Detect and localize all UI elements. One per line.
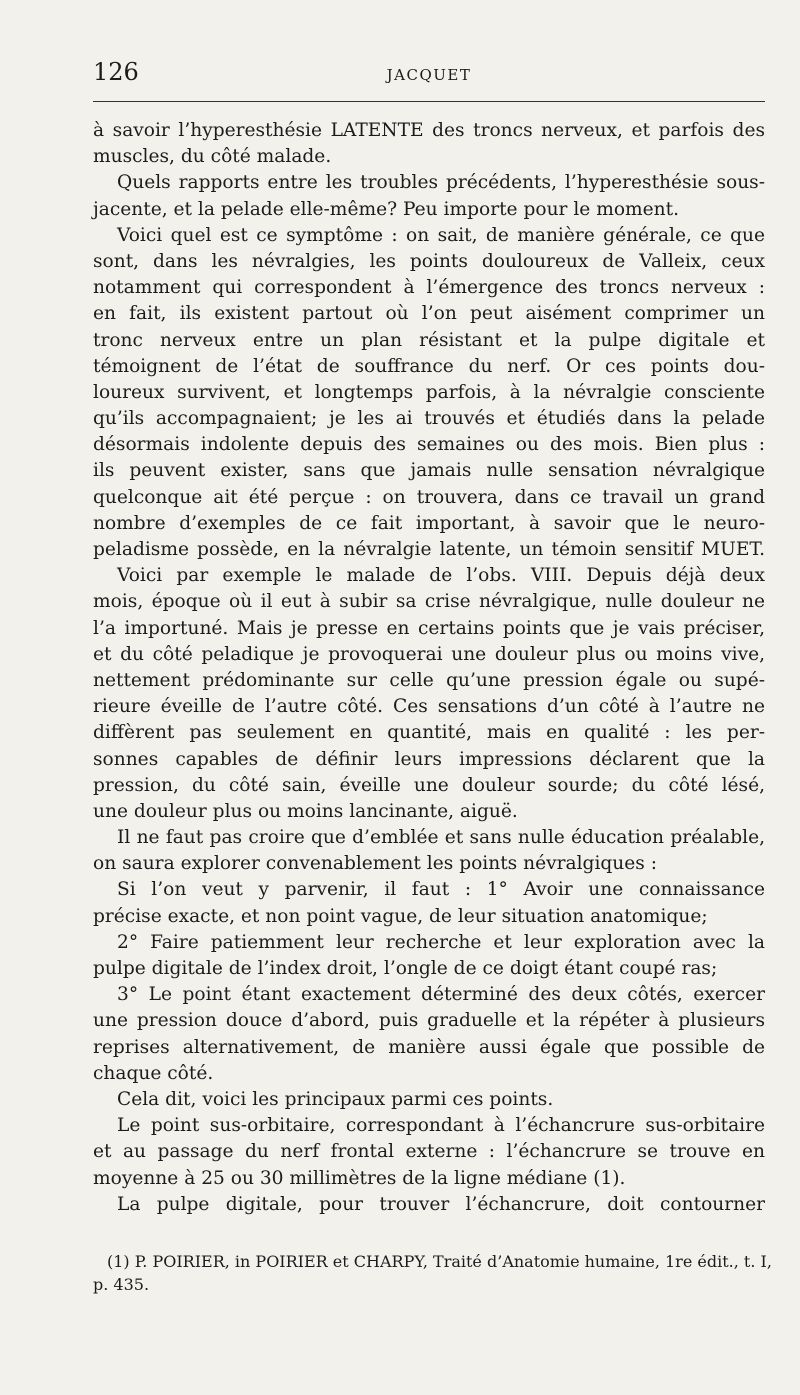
text-line: pression, du côté sain, éveille une douleur sourde; du côté lésé,	[93, 774, 765, 796]
text-line: en fait, ils existent partout où l’on peut aisément comprimer un	[93, 303, 765, 325]
text-line: sont, dans les névralgies, les points douloureux de Valleix, ceux	[93, 250, 765, 272]
text-line: peladisme possède, en la névralgie latente, un témoin sensitif MUET.	[93, 539, 765, 560]
text-line: nettement prédominante sur celle qu’une pression égale ou supé-	[93, 669, 765, 691]
footnotes	[93, 1250, 772, 1296]
text-line: on saura explorer convenablement les points névralgiques :	[93, 853, 657, 875]
text-line: loureux survivent, et longtemps parfois, à la névralgie consciente	[93, 381, 765, 403]
text-line: Voici par exemple le malade de l’obs. VIII. Depuis déjà deux	[117, 565, 765, 587]
text-line: Voici quel est ce symptôme : on sait, de manière générale, ce que	[117, 224, 765, 246]
footnote-line: p. 435.	[93, 1275, 150, 1294]
text-line: Il ne faut pas croire que d’emblée et sans nulle éducation préalable,	[117, 827, 765, 849]
text-line: à savoir l’hyperesthésie LATENTE des troncs nerveux, et parfois des	[93, 120, 765, 141]
page-number: 126	[93, 58, 139, 86]
text-line: Si l’on veut y parvenir, il faut : 1° Avoir une connaissance	[117, 879, 765, 901]
body-text	[93, 118, 765, 1218]
text-line: tronc nerveux entre un plan résistant et la pulpe digitale et	[93, 329, 765, 351]
text-line: notamment qui correspondent à l’émergence des troncs nerveux :	[93, 277, 765, 299]
running-head: JACQUET	[386, 66, 472, 84]
text-line: muscles, du côté malade.	[93, 146, 332, 168]
text-line: l’a importuné. Mais je presse en certains points que je vais préciser,	[93, 617, 765, 639]
text-line: jacente, et la pelade elle-même? Peu importe pour le moment.	[93, 198, 680, 220]
text-line: une douleur plus ou moins lancinante, aiguë.	[93, 800, 518, 822]
text-line: sonnes capables de définir leurs impressions déclarent que la	[93, 748, 765, 770]
text-line: une pression douce d’abord, puis graduelle et la répéter à plusieurs	[93, 1010, 765, 1032]
text-line: et au passage du nerf frontal externe : l’échancrure se trouve en	[93, 1141, 765, 1163]
text-line: mois, époque où il eut à subir sa crise névralgique, nulle douleur ne	[93, 591, 765, 613]
footnote-line: (1) P. POIRIER, in POIRIER et CHARPY, Traité d’Anatomie humaine, 1re édit., t. I,	[107, 1252, 772, 1271]
text-line: Cela dit, voici les principaux parmi ces points.	[117, 1088, 554, 1110]
text-line: qu’ils accompagnaient; je les ai trouvés et étudiés dans la pelade	[93, 408, 765, 430]
text-line: quelconque ait été perçue : on trouvera, dans ce travail un grand	[93, 486, 765, 508]
text-line: précise exacte, et non point vague, de leur situation anatomique;	[93, 905, 708, 927]
text-line: La pulpe digitale, pour trouver l’échancrure, doit contourner	[117, 1193, 765, 1215]
text-line: 3° Le point étant exactement déterminé des deux côtés, exercer	[117, 984, 765, 1006]
header-rule	[93, 101, 765, 102]
text-line: ils peuvent exister, sans que jamais nulle sensation névralgique	[93, 460, 765, 482]
text-line: moyenne à 25 ou 30 millimètres de la ligne médiane (1).	[93, 1167, 626, 1189]
text-line: chaque côté.	[93, 1062, 214, 1084]
text-line: désormais indolente depuis des semaines ou des mois. Bien plus :	[93, 434, 765, 456]
text-line: 2° Faire patiemment leur recherche et leur exploration avec la	[117, 931, 765, 953]
text-line: pulpe digitale de l’index droit, l’ongle de ce doigt étant coupé ras;	[93, 958, 718, 979]
text-line: Le point sus-orbitaire, correspondant à l’échancrure sus-orbitaire	[117, 1115, 765, 1137]
text-line: nombre d’exemples de ce fait important, à savoir que le neuro-	[93, 512, 765, 534]
page-header	[93, 58, 765, 98]
text-line: témoignent de l’état de souffrance du nerf. Or ces points dou-	[93, 355, 765, 377]
text-line: rieure éveille de l’autre côté. Ces sensations d’un côté à l’autre ne	[93, 696, 765, 718]
text-line: Quels rapports entre les troubles précédents, l’hyperesthésie sous-	[117, 172, 765, 194]
text-line: diffèrent pas seulement en quantité, mais en qualité : les per-	[93, 722, 765, 744]
text-line: reprises alternativement, de manière aussi égale que possible de	[93, 1036, 765, 1058]
text-line: et du côté peladique je provoquerai une douleur plus ou moins vive,	[93, 643, 765, 665]
